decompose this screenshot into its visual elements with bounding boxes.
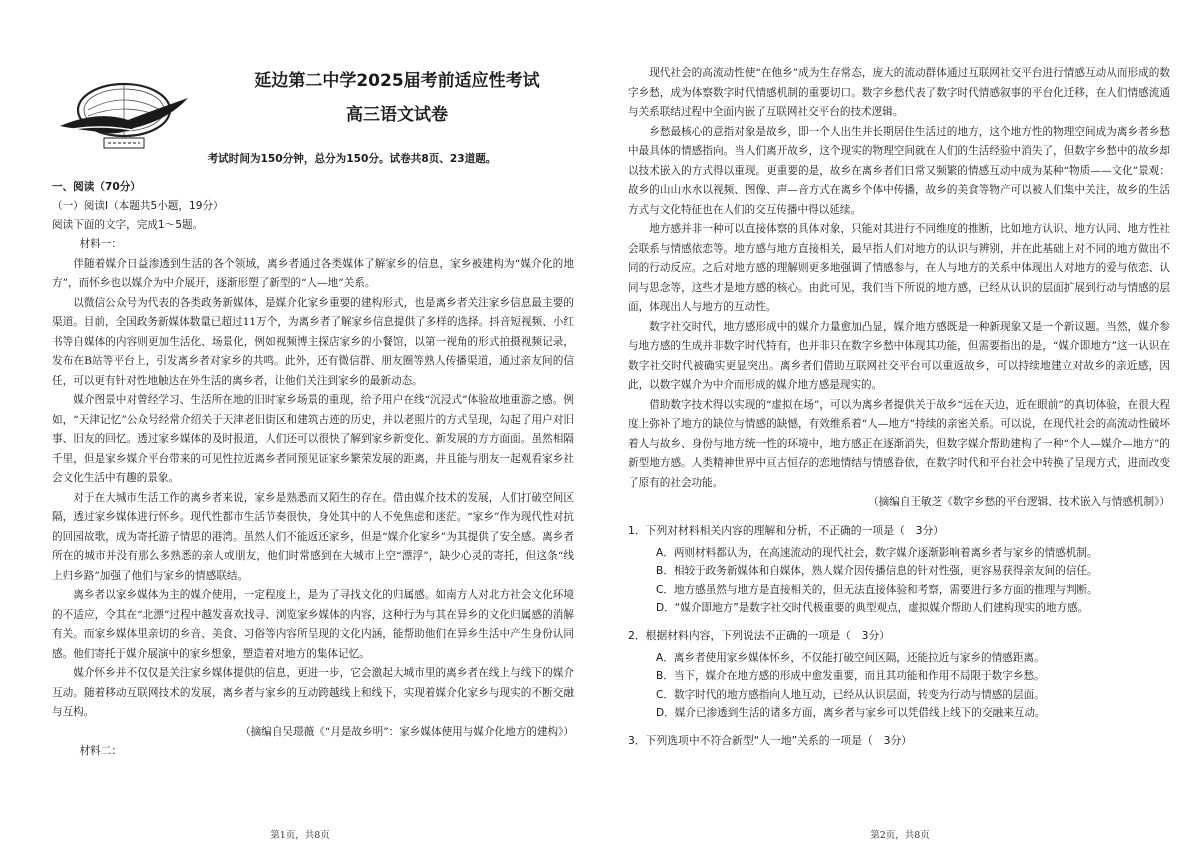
- exam-title: 延边第二中学2025届考前适应性考试: [254, 71, 540, 91]
- question-1-option-b: B．相较于政务新媒体和自媒体，熟人媒介因传播信息的针对性强，更容易获得亲友间的信任。: [656, 565, 1098, 577]
- paragraph: 乡愁最核心的意指对象是故乡，即一个人出生并长期居住生活过的地方，这个地方性的物理空间成为离乡者乡愁中最具体的情感指向。当人们离开故乡，这个现实的物理空间就在人们的生活经验中消失了，但数字乡愁中的故乡却以技术嵌入的方式得以重现。更重要的是，故乡在离乡者们日常又频繁的情感互动中成为某种“物质——文化”景观：故乡的山山水水以视频、图像、声—音方式在离乡个体中传播，故乡的美食等物产可以被人们集中关注，故乡的生活方式与文化特征也在人们的交互传播中得以延续。: [628, 125, 1170, 216]
- citation: （摘编自王敏芝《数字乡愁的平台逻辑、技术嵌入与情感机制》）: [868, 496, 1170, 508]
- citation: （摘编自吴璟薇《“月是故乡明”：家乡媒体使用与媒介化地方的建构》）: [240, 725, 574, 738]
- question-1-option-c: C．地方感虽然与地方是直接相关的，但无法直接体验和考察，需要进行多方面的推理与判断。: [656, 583, 1098, 596]
- top-margin: [628, 0, 1170, 64]
- question-3-stem: 3．下列选项中不符合新型“人一地”关系的一项是（ 3分）: [628, 733, 913, 747]
- paragraph: 离乡者以家乡媒体为主的媒介使用，一定程度上，是为了寻找文化的归属感。如南方人对北方社会文化环境的不适应，令其在“北漂”过程中越发喜欢找寻、浏览家乡媒体的内容，这种行为与其在异乡的文化归属感的消解有关。而家乡媒体里亲切的乡音、美食、习俗等内容所呈现的文化内涵，能帮助他们在异乡生活中产生身份认同感。他们寄托于媒介展演中的家乡想象，塑造着对地方的集体记忆。: [52, 589, 574, 660]
- paragraph: 对于在大城市生活工作的离乡者来说，家乡是熟悉而又陌生的存在。借由媒介技术的发展，人们打破空间区隔，透过家乡媒体进行怀乡。现代性都市生活节奏很快，身处其中的人不免焦虑和迷茫。“家乡”作为现代性对抗的回园故歌，成为寄托游子情思的港湾。虽然人们不能返还家乡，但是“媒介化家乡”为其提供了安全感。离乡者所在的城市并没有那么多熟悉的亲人或朋友，他们时常感到在大城市上空“漂浮”，缺少心灵的寄托，但这条“线上归乡路”加强了他们与家乡的情感联结。: [52, 491, 574, 582]
- question-2-option-c: C．数字时代的地方感指向人地互动，已经从认识层面，转变为行动与情感的层面。: [656, 688, 1045, 701]
- section-heading: 一、阅读（70分）: [52, 181, 141, 193]
- question-2-option-b: B．当下，媒介在地方感的形成中愈发重要，而且其功能和作用不局限于数字乡愁。: [656, 670, 1045, 682]
- paragraph: 数字社交时代，地方感形成中的媒介力量愈加凸显，媒介地方感既是一种新现象又是一个新议题。当然，媒介参与地方感的生成并非数字时代特有，也并非只在数字乡愁中体现其功能，但需要指出的是，“媒介即地方”这一认识在数字社交时代被确实更显突出。离乡者们借助互联网社交平台可以重返故乡，可以持续地建立对故乡的亲近感，因此，以数字媒介为中介而形成的媒介地方感是现实的。: [628, 320, 1170, 391]
- paragraph: 媒介图景中对曾经学习、生活所在地的旧时家乡场景的重现，给予用户在线“沉浸式”体验故地重游之感。例如，“天津记忆”公众号经常介绍关于天津老旧街区和建筑古迹的历史，并以老照片的方式呈现，勾起了用户对旧事、旧友的回忆。透过家乡媒体的及时报道，人们还可以很快了解到家乡新变化、新发展的方方面面。虽然相隔千里，但是家乡媒介平台带来的可见性拉近离乡者同预见证家乡繁荣发展的距离，并且能与朋友一起观看家乡社会文化生活中有趣的景象。: [52, 394, 574, 484]
- paragraph: 借助数字技术得以实现的“虚拟在场”，可以为离乡者提供关于故乡“远在天边，近在眼前”的真切体验，在很大程度上弥补了地方的缺位与情感的缺憾，有效维系着“人—地方”持续的亲密关系。可以说，在现代社会的高流动性破坏着人与故乡、身份与地方统一性的环境中，地方感正在逐渐消失，但数字媒介帮助建构了一种“个人—媒介—地方”的新型地方感。人类精神世界中亘古恒存的恋地情结与情感眷依，在数字时代和平台社会中转换了呈现方式，进而改变了原有的社会功能。: [628, 398, 1170, 489]
- exam-header: [52, 0, 574, 178]
- page-footer: 第1页，共8页: [270, 830, 330, 841]
- right-page: [600, 0, 1200, 847]
- question-1-stem: 1．下列对材料相关内容的理解和分析，不正确的一项是（ 3分）: [628, 523, 945, 537]
- paragraph: 伴随着媒介日益渗透到生活的各个领域，离乡者通过各类媒体了解家乡的信息，家乡被建构为“媒介化的地方”，而怀乡也以媒介为中介展开，逐渐形塑了新型的“人—地”关系。: [52, 257, 574, 289]
- question-1-option-d: D．“媒介即地方”是数字社交时代极重要的典型观点，虚拟媒介帮助人们建构现实的地方感。: [656, 602, 1089, 614]
- question-2-stem: 2．根据材料内容，下列说法不正确的一项是（ 3分）: [628, 628, 891, 642]
- exam-info: 考试时间为150分钟，总分为150分。试卷共8页、23道题。: [207, 153, 497, 165]
- material-label: 材料一：: [79, 238, 122, 250]
- paragraph: 现代社会的高流动性使“在他乡”成为生存常态，庞大的流动群体通过互联网社交平台进行情感互动从而形成的数字乡愁，成为体察数字时代情感机制的重要切口。数字乡愁代表了数字时代情感叙事的平台化迁移，在人们情感流通与关系联结过程中全面内嵌了互联网社交平台的技术逻辑。: [628, 67, 1170, 118]
- paragraph: 地方感并非一种可以直接体察的具体对象，只能对其进行不同维度的推断，比如地方认识、地方认同、地方性社会联系与情感依恋等。地方感与地方直接相关，最早指人们对地方的认识与辨别，并在此基础上对不同的地方做出不同的行动反应。之后对地方感的理解则更多地强调了情感参与，在人与地方的关系中体现出人对地方的爱与依恋、认同与思念等，这些才是地方感的核心。由此可见，我们当下所说的地方感，已经从认识的层面扩展到行动与情感的层面，体现出人与地方的互动性。: [628, 223, 1170, 313]
- page-footer: 第2页，共8页: [870, 830, 930, 841]
- subsection-heading: （一）阅读Ⅰ（本题共5小题，19分）: [52, 200, 224, 212]
- question-2-option-a: A．离乡者使用家乡媒体怀乡，不仅能打破空间区隔，还能拉近与家乡的情感距离。: [656, 651, 1045, 664]
- paragraph: 媒介怀乡并不仅仅是关注家乡媒体提供的信息，更进一步，它会激起大城市里的离乡者在线上与线下的媒介互动。随着移动互联网技术的发展，离乡者与家乡的互动跨越线上和线下，实现着媒介化家乡与现实的不断交融与互构。: [52, 667, 574, 718]
- reading-instruction: 阅读下面的文字，完成1～5题。: [52, 219, 204, 231]
- question-1-option-a: A．两则材料都认为，在高速流动的现代社会，数字媒介逐渐影响着离乡者与家乡的情感机制。: [656, 546, 1098, 559]
- question-2-option-d: D．媒介已渗透到生活的诸多方面，离乡者与家乡可以凭借线上线下的交融来互动。: [656, 707, 1046, 719]
- paragraph: 以微信公众号为代表的各类政务新媒体，是媒介化家乡重要的建构形式，也是离乡者关注家乡信息最主要的渠道。目前，全国政务新媒体数量已超过11万个，为离乡者了解家乡信息提供了多样的选择。抖音短视频、小红书等自媒体的内容则更加生活化、场景化，例如视频博主探店家乡的小餐馆，以第一视角的形式拍摄视频记录，发布在B站等平台上，引发离乡者对家乡的共鸣。此外，还有微信群、朋友圈等熟人传播渠道，通过亲友间的信任，可以更有针对性地触达在外生活的离乡者，让他们关注到家乡的最新动态。: [52, 296, 574, 387]
- material-label: 材料二：: [79, 745, 122, 757]
- paper-title: 高三语文试卷: [346, 105, 448, 125]
